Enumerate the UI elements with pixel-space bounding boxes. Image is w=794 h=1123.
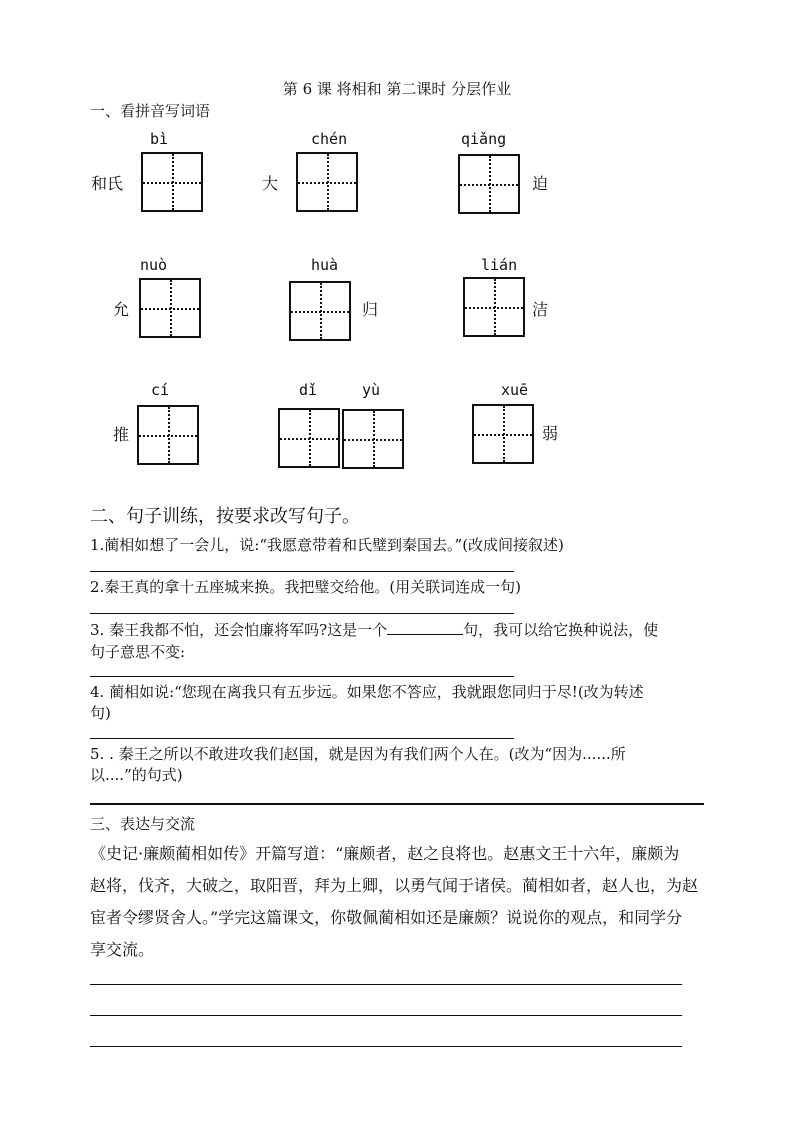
writing-grid-box[interactable] <box>472 404 534 464</box>
writing-grid-box[interactable] <box>278 408 340 468</box>
writing-grid-box[interactable] <box>463 277 525 337</box>
answer-line[interactable] <box>90 1046 682 1047</box>
fill-blank[interactable] <box>387 620 463 635</box>
pinyin-label: nuò <box>140 256 168 274</box>
writing-grid-box[interactable] <box>458 154 520 214</box>
section3-heading: 三、表达与交流 <box>90 815 196 833</box>
writing-grid-box[interactable] <box>137 405 199 465</box>
pinyin-label: huà <box>311 256 339 274</box>
pinyin-label: lián <box>481 256 518 274</box>
answer-line[interactable] <box>90 676 514 677</box>
section-divider <box>90 803 704 805</box>
word-prefix: 和氏 <box>91 174 124 193</box>
paragraph-line: 赵将，伐齐，大破之，取阳晋，拜为上卿，以勇气闻于诸侯。蔺相如者，赵人也，为赵 <box>90 876 699 895</box>
pinyin-label: bì <box>150 130 169 148</box>
page-title: 第 6 课 将相和 第二课时 分层作业 <box>282 80 512 98</box>
word-prefix: 允 <box>113 300 130 319</box>
answer-line[interactable] <box>90 613 514 614</box>
paragraph-line: 《史记·廉颇蔺相如传》开篇写道：“廉颇者，赵之良将也。赵惠文王十六年，廉颇为 <box>90 844 680 863</box>
pinyin-label: chén <box>311 130 348 148</box>
question-text: 4. 蔺相如说:“您现在离我只有五步远。如果您不答应，我就跟您同归于尽!(改为转述 <box>90 683 644 701</box>
writing-grid-box[interactable] <box>289 281 351 341</box>
section1-heading: 一、看拼音写词语 <box>90 102 211 120</box>
writing-grid-box[interactable] <box>141 152 203 212</box>
pinyin-label: yù <box>362 381 381 399</box>
pinyin-label: cí <box>151 381 170 399</box>
pinyin-label: xuē <box>501 381 529 399</box>
question-text-part: 句，我可以给它换种说法，使 <box>463 621 659 639</box>
question-text: 句子意思不变: <box>90 643 186 661</box>
question-text <box>90 619 658 640</box>
question-text: 句) <box>90 704 111 722</box>
writing-grid-box[interactable] <box>342 409 404 469</box>
question-text-part: 3. 秦王我都不怕，还会怕廉将军吗?这是一个 <box>90 621 388 639</box>
word-prefix: 推 <box>113 425 130 444</box>
paragraph-line: 享交流。 <box>90 940 155 959</box>
word-prefix: 大 <box>262 174 279 193</box>
answer-line[interactable] <box>90 571 514 572</box>
answer-line[interactable] <box>90 738 514 739</box>
word-suffix: 弱 <box>542 424 559 443</box>
question-text: 1.蔺相如想了一会儿，说:“我愿意带着和氏璧到秦国去。”(改成间接叙述) <box>90 536 564 554</box>
pinyin-label: qiǎng <box>461 130 507 148</box>
question-text: 5. . 秦王之所以不敢进攻我们赵国，就是因为有我们两个人在。(改为“因为......所 <box>90 745 626 763</box>
section2-heading: 二、句子训练，按要求改写句子。 <box>90 506 360 527</box>
question-text: 2.秦王真的拿十五座城来换。我把璧交给他。(用关联词连成一句) <box>90 578 522 596</box>
word-suffix: 洁 <box>532 300 549 319</box>
word-suffix: 归 <box>362 300 379 319</box>
writing-grid-box[interactable] <box>139 278 201 338</box>
writing-grid-box[interactable] <box>296 152 358 212</box>
question-text: 以....”的句式) <box>90 766 183 784</box>
answer-line[interactable] <box>90 1015 682 1016</box>
word-suffix: 迫 <box>532 174 549 193</box>
answer-line[interactable] <box>90 984 682 985</box>
paragraph-line: 宦者令缪贤舍人。”学完这篇课文，你敬佩蔺相如还是廉颇？说说你的观点，和同学分 <box>90 908 683 927</box>
pinyin-label: dǐ <box>299 381 318 399</box>
